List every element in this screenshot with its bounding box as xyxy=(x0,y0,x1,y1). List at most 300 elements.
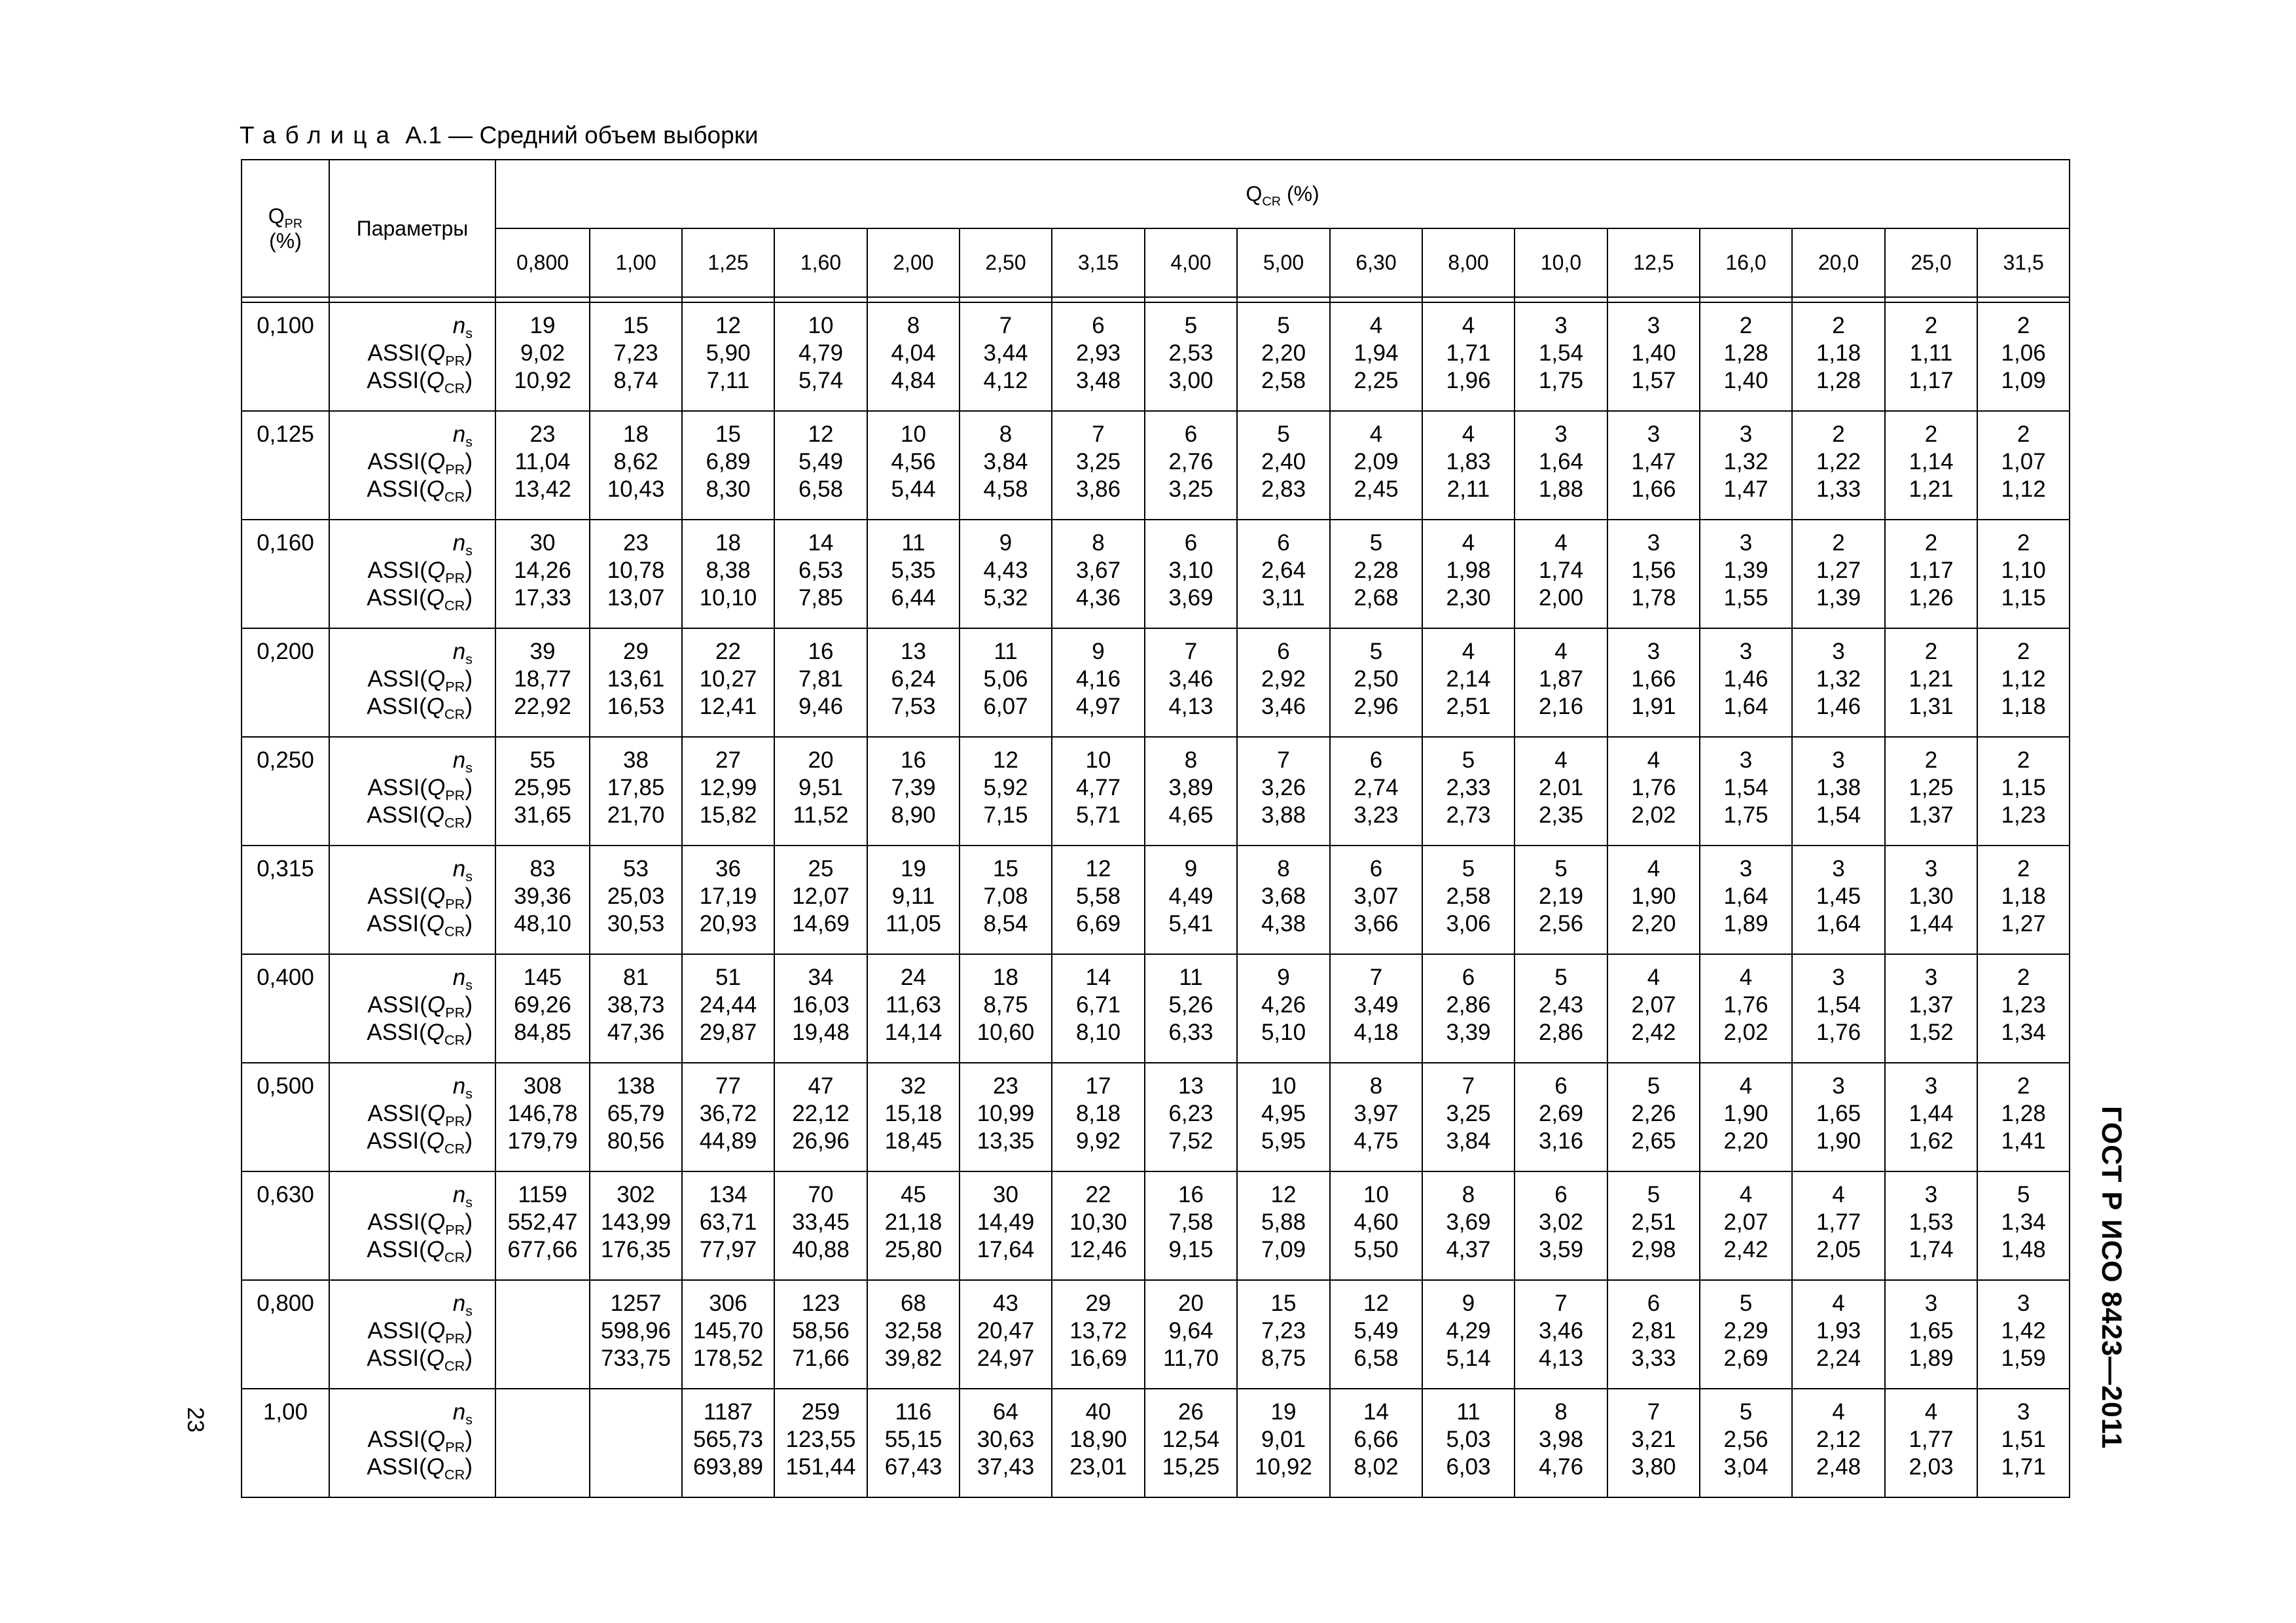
ns-value: 23 xyxy=(993,1073,1018,1099)
assi-qcr-value: 40,88 xyxy=(792,1237,850,1262)
value-cell xyxy=(774,1389,867,1497)
assi-qpr-value: 1,28 xyxy=(2001,1101,2046,1126)
ns-value: 39 xyxy=(529,639,556,664)
value-cell xyxy=(1052,1063,1145,1171)
assi-qpr-value: 11,04 xyxy=(514,449,571,474)
ns-label: $n_s$ xyxy=(452,1182,473,1211)
qcr-value-header: 1,60 xyxy=(774,228,867,297)
ns-value: 6 xyxy=(1369,747,1383,773)
qpr-value: 0,400 xyxy=(242,954,329,1063)
value-cell xyxy=(1515,411,1607,520)
assi-qcr-value: 8,54 xyxy=(983,911,1028,936)
assi-qpr-value: 58,56 xyxy=(792,1318,850,1344)
ns-value: 4 xyxy=(1462,639,1475,664)
assi-qcr-value: 4,38 xyxy=(1261,911,1306,936)
ns-value: 4 xyxy=(1554,530,1568,556)
ns-value xyxy=(496,1290,589,1317)
assi-qpr-value: 1,77 xyxy=(1909,1427,1954,1452)
qpr-value: 0,315 xyxy=(242,846,329,954)
ns-value xyxy=(496,1399,589,1426)
ns-value: 8 xyxy=(1369,1073,1383,1099)
value-cell xyxy=(1330,411,1422,520)
ns-value: 4 xyxy=(1924,1399,1938,1425)
value-cell xyxy=(1052,737,1145,846)
assi-qcr-value: 6,58 xyxy=(798,476,844,502)
assi-qpr-label: $ASSI(Q_{PR})$ xyxy=(367,666,473,695)
table-row xyxy=(242,1171,2070,1280)
assi-qpr-value: 10,27 xyxy=(699,666,757,692)
value-cell xyxy=(1700,846,1792,954)
assi-qpr-value: 14,49 xyxy=(977,1209,1035,1235)
value-cell xyxy=(960,1063,1052,1171)
value-cell xyxy=(1237,1063,1330,1171)
assi-qcr-value: 1,34 xyxy=(2001,1020,2046,1045)
assi-qcr-value: 1,26 xyxy=(1909,585,1954,611)
assi-qpr-value: 10,30 xyxy=(1069,1209,1127,1235)
param-labels xyxy=(329,737,495,846)
assi-qpr-value: 2,74 xyxy=(1354,775,1399,800)
ns-value: 2 xyxy=(2017,530,2030,556)
value-cell xyxy=(1607,520,1700,628)
value-cell xyxy=(1977,1171,2070,1280)
assi-qpr-value: 2,29 xyxy=(1723,1318,1768,1344)
assi-qpr-value: 4,26 xyxy=(1261,992,1306,1018)
table-row xyxy=(242,411,2070,520)
value-cell xyxy=(1792,1063,1885,1171)
assi-qpr-value: 1,25 xyxy=(1909,775,1954,800)
qcr-values-row xyxy=(242,228,2070,297)
assi-qcr-value: 2,24 xyxy=(1816,1346,1861,1371)
ns-value: 11 xyxy=(1179,965,1203,990)
value-cell xyxy=(590,954,682,1063)
assi-qcr-value: 16,53 xyxy=(607,694,665,719)
assi-qpr-value: 30,63 xyxy=(977,1427,1035,1452)
assi-qpr-label: $ASSI(Q_{PR})$ xyxy=(367,1209,473,1238)
value-cell xyxy=(867,1389,960,1497)
assi-qpr-value: 1,44 xyxy=(1909,1101,1954,1126)
assi-qcr-value: 6,07 xyxy=(983,694,1028,719)
assi-qpr-value: 9,01 xyxy=(1261,1427,1306,1452)
assi-qcr-value: 1,66 xyxy=(1631,476,1676,502)
value-cell xyxy=(1145,846,1237,954)
assi-qpr-value: 2,93 xyxy=(1075,340,1121,366)
assi-qcr-value: 3,06 xyxy=(1446,911,1491,936)
assi-qpr-value: 7,08 xyxy=(983,883,1028,909)
value-cell xyxy=(1515,302,1607,411)
assi-qpr-value: 3,68 xyxy=(1261,883,1306,909)
ns-value: 302 xyxy=(617,1182,655,1207)
assi-qpr-label: $ASSI(Q_{PR})$ xyxy=(367,340,473,369)
assi-qpr-label: $ASSI(Q_{PR})$ xyxy=(367,558,473,586)
value-cell xyxy=(1515,1389,1607,1497)
ns-value: 5 xyxy=(1369,530,1383,556)
assi-qcr-value: 151,44 xyxy=(785,1454,856,1480)
value-cell xyxy=(960,520,1052,628)
value-cell xyxy=(1977,1063,2070,1171)
assi-qpr-value: 1,47 xyxy=(1631,449,1676,474)
assi-qpr-value: 1,90 xyxy=(1723,1101,1768,1126)
ns-value: 4 xyxy=(1739,965,1753,990)
assi-qpr-value: 1,15 xyxy=(2001,775,2046,800)
assi-qpr-value: 1,14 xyxy=(1909,449,1954,474)
assi-qpr-value: 1,28 xyxy=(1723,340,1768,366)
assi-qcr-value: 2,96 xyxy=(1354,694,1399,719)
ns-value: 3 xyxy=(1739,530,1753,556)
assi-qpr-value: 1,07 xyxy=(2001,449,2046,474)
value-cell xyxy=(774,1280,867,1389)
assi-qpr-value: 9,64 xyxy=(1168,1318,1213,1344)
ns-label: $n_s$ xyxy=(452,421,473,450)
value-cell xyxy=(495,520,590,628)
value-cell xyxy=(1607,1063,1700,1171)
ns-value: 77 xyxy=(715,1073,741,1099)
param-labels xyxy=(329,520,495,628)
value-cell xyxy=(1607,628,1700,737)
assi-qcr-value: 11,70 xyxy=(1163,1346,1219,1371)
assi-qpr-label: $ASSI(Q_{PR})$ xyxy=(367,1101,473,1130)
ns-value: 4 xyxy=(1832,1399,1845,1425)
assi-qcr-value: 1,62 xyxy=(1909,1128,1954,1154)
value-cell xyxy=(1700,954,1792,1063)
ns-value: 40 xyxy=(1085,1399,1111,1425)
assi-qpr-value: 1,76 xyxy=(1723,992,1768,1018)
qpr-value: 0,500 xyxy=(242,1063,329,1171)
assi-qcr-value: 1,48 xyxy=(2001,1237,2046,1262)
ns-value: 68 xyxy=(901,1291,926,1316)
assi-qcr-value: 4,58 xyxy=(983,476,1028,502)
assi-qcr-value: 1,46 xyxy=(1816,694,1861,719)
assi-qcr-value: 2,00 xyxy=(1538,585,1584,611)
assi-qpr-value: 4,49 xyxy=(1168,883,1213,909)
ns-value: 3 xyxy=(1924,965,1938,990)
assi-qcr-value: 4,36 xyxy=(1075,585,1121,611)
value-cell xyxy=(1330,1171,1422,1280)
assi-qpr-value: 1,54 xyxy=(1723,775,1768,800)
value-cell xyxy=(960,1389,1052,1497)
value-cell xyxy=(682,302,774,411)
ns-value: 55 xyxy=(529,747,556,773)
value-cell xyxy=(1422,411,1515,520)
value-cell xyxy=(1237,737,1330,846)
value-cell xyxy=(682,1063,774,1171)
qcr-value-header: 10,0 xyxy=(1515,228,1607,297)
value-cell xyxy=(1607,411,1700,520)
assi-qpr-value: 1,23 xyxy=(2001,992,2046,1018)
assi-qpr-value xyxy=(590,1426,681,1454)
param-labels xyxy=(329,1063,495,1171)
ns-label: $n_s$ xyxy=(452,1073,473,1102)
assi-qcr-label: $ASSI(Q_{CR})$ xyxy=(367,1237,473,1266)
assi-qcr-value: 3,11 xyxy=(1262,585,1305,611)
value-cell xyxy=(1052,520,1145,628)
value-cell xyxy=(590,411,682,520)
ns-value: 5 xyxy=(1739,1399,1753,1425)
assi-qcr-value: 31,65 xyxy=(514,802,571,828)
assi-qcr-value: 3,69 xyxy=(1168,585,1213,611)
value-cell xyxy=(1700,737,1792,846)
assi-qpr-value: 7,39 xyxy=(891,775,936,800)
ns-value: 12 xyxy=(808,421,834,447)
ns-value: 3 xyxy=(1832,1073,1845,1099)
assi-qpr-value: 1,11 xyxy=(1909,340,1953,366)
ns-value: 29 xyxy=(1085,1291,1111,1316)
table-body xyxy=(242,297,2070,1497)
ns-value: 9 xyxy=(1277,965,1290,990)
ns-value: 18 xyxy=(715,530,741,556)
ns-value: 12 xyxy=(1085,856,1111,882)
value-cell xyxy=(1052,628,1145,737)
ns-value: 4 xyxy=(1832,1182,1845,1207)
assi-qpr-value: 8,62 xyxy=(613,449,658,474)
assi-qcr-value: 2,56 xyxy=(1538,911,1584,936)
assi-qpr-value: 3,84 xyxy=(983,449,1028,474)
value-cell xyxy=(1977,302,2070,411)
assi-qpr-value: 21,18 xyxy=(884,1209,942,1235)
assi-qpr-value: 143,99 xyxy=(600,1209,672,1235)
ns-value: 6 xyxy=(1277,530,1290,556)
ns-value: 306 xyxy=(709,1291,747,1316)
assi-qpr-value: 1,32 xyxy=(1723,449,1768,474)
assi-qcr-label: $ASSI(Q_{CR})$ xyxy=(367,1346,473,1374)
assi-qcr-value: 1,39 xyxy=(1816,585,1861,611)
value-cell xyxy=(1422,737,1515,846)
assi-qpr-value: 22,12 xyxy=(792,1101,850,1126)
assi-qcr-value: 15,25 xyxy=(1162,1454,1220,1480)
assi-qpr-value: 3,98 xyxy=(1538,1427,1584,1452)
assi-qpr-value: 6,23 xyxy=(1168,1101,1213,1126)
value-cell xyxy=(960,737,1052,846)
assi-qcr-value: 1,78 xyxy=(1631,585,1676,611)
value-cell xyxy=(1145,1389,1237,1497)
ns-value: 3 xyxy=(1832,747,1845,773)
data-table xyxy=(241,159,2070,1498)
assi-qpr-value: 3,44 xyxy=(983,340,1028,366)
assi-qpr-value: 5,88 xyxy=(1261,1209,1306,1235)
assi-qpr-value: 552,47 xyxy=(507,1209,578,1235)
assi-qcr-value: 10,43 xyxy=(607,476,665,502)
caption-label: Таблица xyxy=(240,122,399,149)
value-cell xyxy=(1330,628,1422,737)
assi-qcr-value: 18,45 xyxy=(884,1128,942,1154)
assi-qcr-value: 1,31 xyxy=(1909,694,1954,719)
assi-qpr-value: 3,07 xyxy=(1354,883,1399,909)
ns-value: 8 xyxy=(1277,856,1290,882)
assi-qpr-value: 1,40 xyxy=(1631,340,1676,366)
param-labels xyxy=(329,1171,495,1280)
assi-qpr-value: 3,26 xyxy=(1261,775,1306,800)
ns-value: 45 xyxy=(901,1182,926,1207)
params-header: Параметры xyxy=(329,160,495,297)
assi-qcr-value: 21,70 xyxy=(607,802,665,828)
param-labels xyxy=(329,1389,495,1497)
assi-qpr-value: 39,36 xyxy=(514,883,571,909)
ns-value: 16 xyxy=(1178,1182,1204,1207)
ns-label: $n_s$ xyxy=(452,313,473,342)
assi-qpr-value: 1,10 xyxy=(2001,558,2046,583)
assi-qpr-value: 12,99 xyxy=(699,775,757,800)
ns-value: 10 xyxy=(1085,747,1111,773)
ns-value: 25 xyxy=(808,856,834,882)
value-cell xyxy=(774,1171,867,1280)
ns-value: 4 xyxy=(1647,856,1660,882)
value-cell xyxy=(1145,411,1237,520)
table-row xyxy=(242,954,2070,1063)
value-cell xyxy=(1515,954,1607,1063)
assi-qcr-value: 1,59 xyxy=(2001,1346,2046,1371)
ns-value: 24 xyxy=(901,965,926,990)
ns-value: 10 xyxy=(808,313,834,338)
assi-qcr-value: 693,89 xyxy=(692,1454,764,1480)
assi-qcr-value: 11,05 xyxy=(886,911,941,936)
qcr-value-header: 31,5 xyxy=(1977,228,2070,297)
qcr-value-header: 12,5 xyxy=(1607,228,1700,297)
assi-qpr-value: 2,64 xyxy=(1261,558,1306,583)
assi-qcr-value: 3,48 xyxy=(1075,368,1121,393)
value-cell xyxy=(682,411,774,520)
ns-value: 2 xyxy=(2017,639,2030,664)
assi-qcr-value: 1,57 xyxy=(1631,368,1676,393)
value-cell xyxy=(1977,954,2070,1063)
ns-value: 2 xyxy=(2017,856,2030,882)
ns-value: 5 xyxy=(1277,313,1290,338)
ns-value: 6 xyxy=(1462,965,1475,990)
value-cell xyxy=(495,628,590,737)
value-cell xyxy=(867,846,960,954)
ns-value: 6 xyxy=(1092,313,1105,338)
value-cell xyxy=(1792,1171,1885,1280)
assi-qpr-value: 1,90 xyxy=(1631,883,1676,909)
assi-qpr-value: 1,77 xyxy=(1816,1209,1861,1235)
assi-qpr-value: 8,75 xyxy=(983,992,1028,1018)
assi-qcr-value: 1,64 xyxy=(1816,911,1861,936)
assi-qpr-value: 14,26 xyxy=(514,558,571,583)
ns-value: 2 xyxy=(1924,421,1938,447)
assi-qcr-value: 37,43 xyxy=(977,1454,1035,1480)
value-cell xyxy=(590,1063,682,1171)
assi-qpr-value: 15,18 xyxy=(884,1101,942,1126)
assi-qpr-label: $ASSI(Q_{PR})$ xyxy=(367,1318,473,1347)
assi-qpr-value: 1,45 xyxy=(1816,883,1861,909)
assi-qcr-value: 1,89 xyxy=(1909,1346,1954,1371)
value-cell xyxy=(1885,737,1977,846)
assi-qpr-value: 2,14 xyxy=(1446,666,1491,692)
assi-qpr-value: 9,02 xyxy=(520,340,565,366)
assi-qcr-value: 22,92 xyxy=(514,694,571,719)
assi-qcr-value: 2,42 xyxy=(1723,1237,1768,1262)
value-cell xyxy=(867,628,960,737)
assi-qpr-value: 12,07 xyxy=(792,883,850,909)
value-cell xyxy=(1792,520,1885,628)
assi-qcr-value: 176,35 xyxy=(600,1237,672,1262)
assi-qcr-value: 4,18 xyxy=(1354,1020,1399,1045)
assi-qpr-value: 65,79 xyxy=(607,1101,665,1126)
value-cell xyxy=(590,1171,682,1280)
ns-value: 3 xyxy=(1647,530,1660,556)
assi-qpr-value: 4,77 xyxy=(1075,775,1121,800)
assi-qcr-label: $ASSI(Q_{CR})$ xyxy=(367,476,473,505)
assi-qcr-value: 2,02 xyxy=(1723,1020,1768,1045)
assi-qcr-value: 7,15 xyxy=(983,802,1028,828)
assi-qcr-value: 2,05 xyxy=(1816,1237,1861,1262)
value-cell xyxy=(1330,737,1422,846)
assi-qcr-value: 15,82 xyxy=(699,802,757,828)
ns-value: 2 xyxy=(2017,313,2030,338)
assi-qcr-value: 3,84 xyxy=(1446,1128,1491,1154)
value-cell xyxy=(1792,846,1885,954)
ns-value: 2 xyxy=(1924,313,1938,338)
value-cell xyxy=(774,954,867,1063)
assi-qcr-value: 13,35 xyxy=(977,1128,1035,1154)
assi-qpr-value: 1,34 xyxy=(2001,1209,2046,1235)
assi-qcr-value: 2,58 xyxy=(1261,368,1306,393)
value-cell xyxy=(590,302,682,411)
value-cell xyxy=(495,1280,590,1389)
ns-value: 5 xyxy=(1647,1073,1660,1099)
assi-qpr-value: 3,46 xyxy=(1538,1318,1584,1344)
assi-qcr-value: 7,11 xyxy=(706,368,750,393)
ns-value: 14 xyxy=(808,530,834,556)
value-cell xyxy=(960,1171,1052,1280)
assi-qpr-value: 13,72 xyxy=(1069,1318,1127,1344)
value-cell xyxy=(1422,954,1515,1063)
assi-qcr-value: 5,95 xyxy=(1261,1128,1306,1154)
ns-value: 4 xyxy=(1647,747,1660,773)
ns-value: 22 xyxy=(715,639,741,664)
table-row xyxy=(242,1280,2070,1389)
value-cell xyxy=(495,302,590,411)
ns-value: 19 xyxy=(901,856,926,882)
assi-qpr-value: 32,58 xyxy=(884,1318,942,1344)
assi-qcr-value: 4,75 xyxy=(1354,1128,1399,1154)
value-cell xyxy=(1422,1171,1515,1280)
ns-value: 7 xyxy=(1184,639,1198,664)
assi-qpr-label: $ASSI(Q_{PR})$ xyxy=(367,775,473,804)
assi-qpr-value: 1,54 xyxy=(1816,992,1861,1018)
ns-value: 2 xyxy=(1924,639,1938,664)
qpr-value: 0,630 xyxy=(242,1171,329,1280)
assi-qcr-value: 4,84 xyxy=(891,368,936,393)
value-cell xyxy=(1422,1389,1515,1497)
value-cell xyxy=(1792,411,1885,520)
assi-qcr-value: 1,47 xyxy=(1723,476,1768,502)
qcr-value-header: 5,00 xyxy=(1237,228,1330,297)
value-cell xyxy=(867,1280,960,1389)
ns-value: 2 xyxy=(1832,313,1845,338)
assi-qcr-value: 7,09 xyxy=(1261,1237,1306,1262)
assi-qpr-value: 2,09 xyxy=(1354,449,1399,474)
ns-value: 27 xyxy=(715,747,741,773)
assi-qpr-value: 2,28 xyxy=(1354,558,1399,583)
value-cell xyxy=(1792,628,1885,737)
value-cell xyxy=(682,1171,774,1280)
ns-value: 20 xyxy=(808,747,834,773)
qcr-value-header: 1,00 xyxy=(590,228,682,297)
assi-qcr-label: $ASSI(Q_{CR})$ xyxy=(367,585,473,614)
assi-qpr-value: 2,51 xyxy=(1631,1209,1676,1235)
assi-qpr-value: 5,90 xyxy=(706,340,751,366)
assi-qcr-value: 1,96 xyxy=(1446,368,1491,393)
ns-value: 9 xyxy=(1092,639,1105,664)
value-cell xyxy=(960,302,1052,411)
ns-value: 70 xyxy=(808,1182,834,1207)
assi-qcr-value: 2,25 xyxy=(1354,368,1399,393)
sample-size-table xyxy=(241,159,2066,1498)
ns-value: 14 xyxy=(1363,1399,1389,1425)
assi-qcr-value: 1,17 xyxy=(1909,368,1954,393)
value-cell xyxy=(1607,1171,1700,1280)
value-cell xyxy=(1422,520,1515,628)
assi-qcr-value: 14,69 xyxy=(792,911,850,936)
